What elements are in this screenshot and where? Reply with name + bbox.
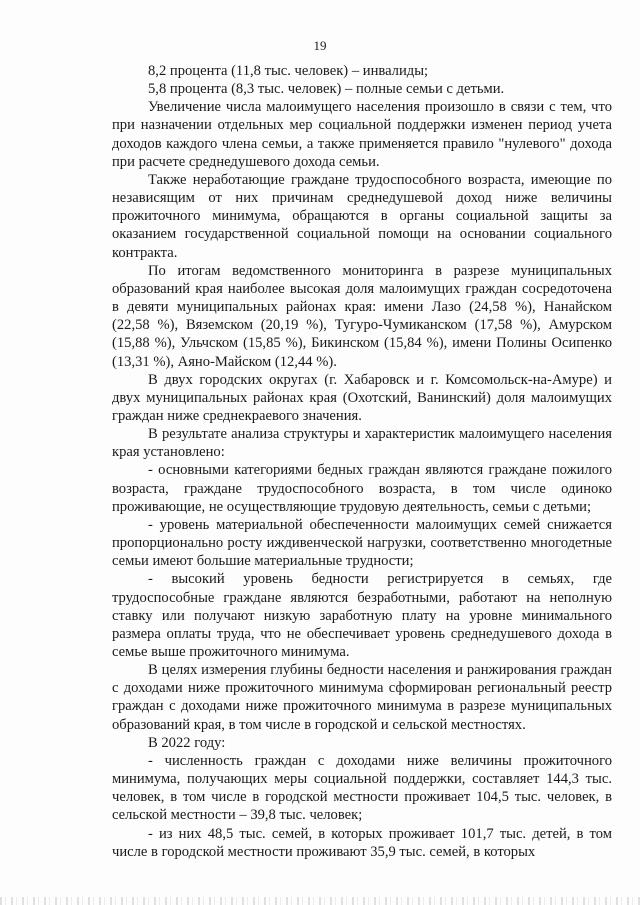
list-item: - основными категориями бедных граждан являются граждане пожилого возраста, граждане трудоспособного возраста, в том числе одиноко проживающие, не осуществляющие трудовую деятельность, семьи с детьми; (112, 462, 612, 515)
paragraph: В двух городских округах (г. Хабаровск и г. Комсомольск-на-Амуре) и двух муниципальных районах края (Охотский, Ванинский) доля малоимущих граждан ниже среднекраевого значения. (112, 371, 612, 424)
paragraph: Увеличение числа малоимущего населения произошло в связи с тем, что при назначении отдельных мер социальной поддержки изменен период учета доходов каждого члена семьи, а также применяется правило "нулевого" дохода при расчете среднедушевого дохода семьи. (112, 99, 612, 170)
page-number: 19 (313, 38, 327, 53)
scan-artifact (0, 897, 640, 905)
paragraph: 5,8 процента (8,3 тыс. человек) – полные семьи с детьми. (148, 81, 505, 98)
list-item: - численность граждан с доходами ниже величины прожиточного минимума, получающих меры социальной поддержки, составляет 144,3 тыс. человек, в том числе в городской местности проживает 104,5 тыс. человек, в сельской местности – 39,8 тыс. человек; (112, 752, 612, 824)
paragraph: В целях измерения глубины бедности населения и ранжирования граждан с доходами ниже прожиточного минимума сформирован региональный реестр граждан с доходами ниже прожиточного минимума в разрезе муниципальных образований края, в том числе в городской и сельской местностях. (112, 662, 612, 733)
paragraph: В результате анализа структуры и характеристик малоимущего населения края установлено: (112, 426, 612, 461)
list-item: - из них 48,5 тыс. семей, в которых проживает 101,7 тыс. детей, в том числе в городской местности проживают 35,9 тыс. семей, в которых (112, 825, 612, 860)
paragraph: По итогам ведомственного мониторинга в разрезе муниципальных образований края наиболее высокая доля малоимущих граждан сосредоточена в девяти муниципальных районах края: имени Лазо (24,58 %), Нанайском (22,58 %), Вяземском (20,19 %), Тугуро-Чумиканском (17,58 %), Амурском (15,88 %), Ульчском (15,85 %), Бикинском (15,84 %), имени Полины Осипенко (13,31 %), Аяно-Майском (12,44 %). (112, 262, 612, 370)
list-item: - уровень материальной обеспеченности малоимущих семей снижается пропорционально росту иждивенческой нагрузки, соответственно многодетные семьи имеют большие материальные трудности; (112, 516, 612, 570)
paragraph: В 2022 году: (148, 734, 226, 751)
paragraph: Также неработающие граждане трудоспособного возраста, имеющие по независящим от них причинам среднедушевой доход ниже величины прожиточного минимума, обращаются в органы социальной защиты за оказанием государственной социальной помощи на основании социального контракта. (112, 171, 612, 261)
paragraph: 8,2 процента (11,8 тыс. человек) – инвалиды; (148, 63, 429, 79)
body-text (112, 62, 612, 861)
list-item: - высокий уровень бедности регистрируется в семьях, где трудоспособные граждане являются безработными, работают на неполную ставку или получают низкую заработную плату на уровне минимального размера оплаты труда, что не обеспечивает уровень среднедушевого дохода в семье выше прожиточного минимума. (112, 571, 612, 660)
